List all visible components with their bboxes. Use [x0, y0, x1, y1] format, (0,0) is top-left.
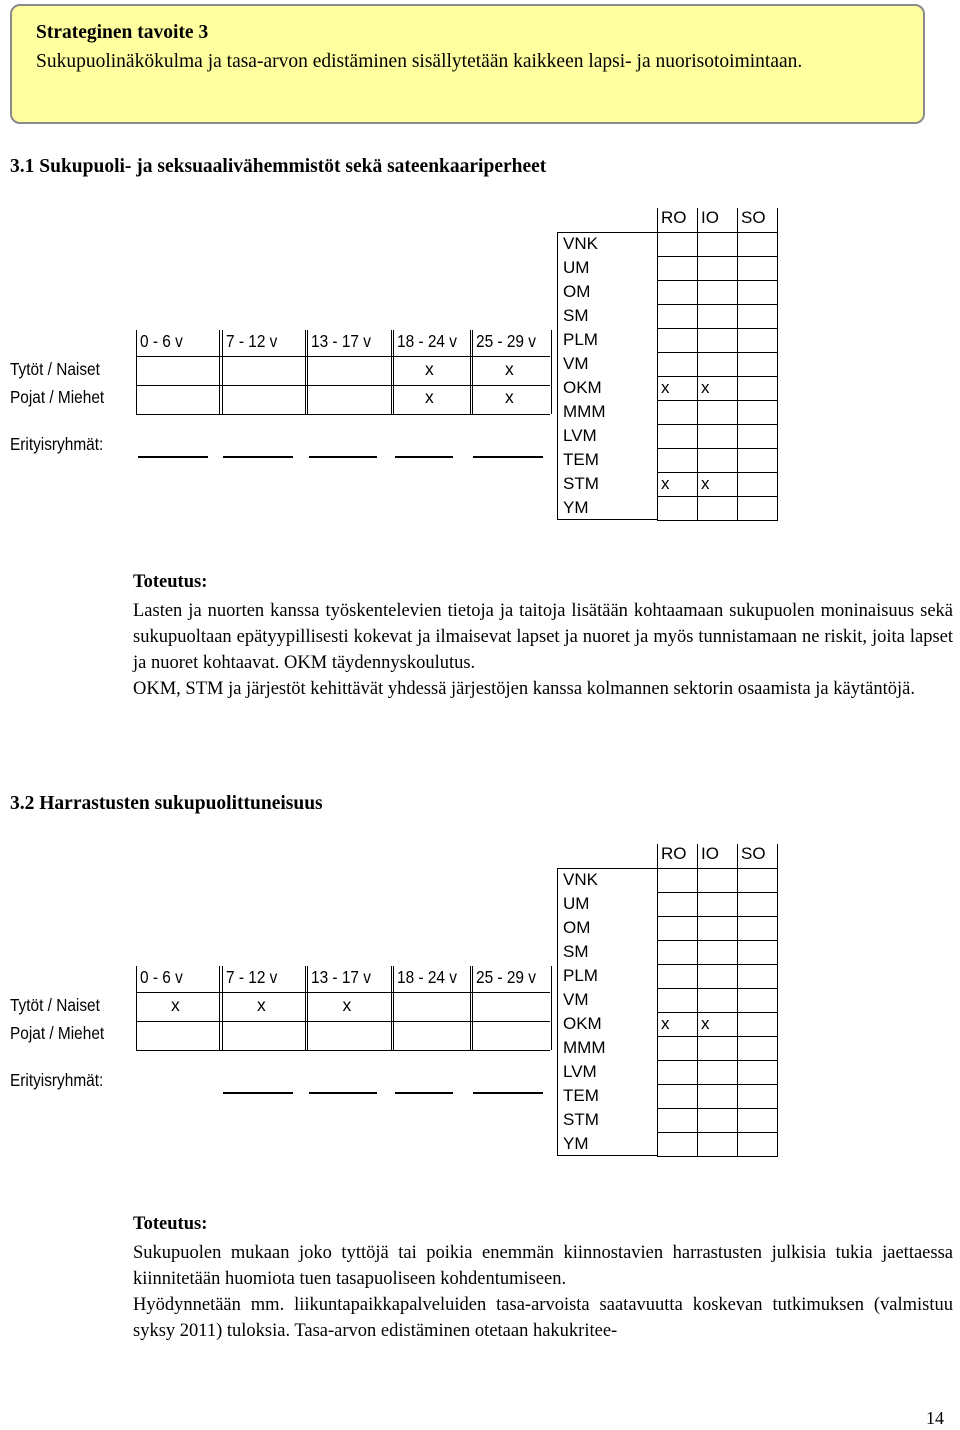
level-mark-x: x: [661, 378, 670, 397]
level-cell: [697, 448, 738, 473]
grid-line: [136, 1050, 550, 1051]
level-cell: [737, 964, 778, 989]
level-cell: [657, 424, 698, 449]
level-cell: [657, 400, 698, 425]
level-cell: [697, 940, 738, 965]
level-cell: [737, 280, 778, 305]
ministry-label: UM: [563, 894, 590, 913]
ministry-label: LVM: [563, 1062, 597, 1081]
level-cell: [697, 304, 738, 329]
ministry-label: SM: [563, 306, 589, 325]
level-cell: [737, 496, 778, 521]
age-group-label: 13 - 17 v: [311, 967, 371, 987]
level-cell: [737, 940, 778, 965]
level-cell: [657, 232, 698, 257]
goal-text: Sukupuolinäkökulma ja tasa-arvon edistäminen sisällytetään kaikkeen lapsi- ja nuorisotoimintaan.: [36, 51, 803, 72]
level-header-cell: [737, 208, 778, 233]
level-cell: [697, 964, 738, 989]
level-cell: [657, 352, 698, 377]
level-cell: [697, 988, 738, 1013]
level-cell: [657, 304, 698, 329]
level-cell: [737, 1132, 778, 1157]
level-cell: [697, 400, 738, 425]
ministry-label: OM: [563, 282, 591, 301]
row-label: Tytöt / Naiset: [10, 359, 100, 379]
level-cell: [737, 400, 778, 425]
goal-title: Strateginen tavoite 3: [36, 22, 209, 43]
ministry-label: MMM: [563, 402, 606, 421]
special-group-blank: [223, 1092, 293, 1094]
level-cell: [657, 1060, 698, 1085]
age-group-label: 18 - 24 v: [397, 331, 457, 351]
level-cell: [737, 448, 778, 473]
mark-x: x: [425, 359, 434, 379]
level-cell: [697, 1132, 738, 1157]
special-group-blank: [309, 456, 377, 458]
grid-line: [136, 385, 550, 386]
grid-line: [136, 356, 550, 357]
special-group-blank: [473, 1092, 543, 1094]
level-cell: [697, 1060, 738, 1085]
implementation-label-3-2: Toteutus:: [133, 1214, 208, 1234]
ministry-label: LVM: [563, 426, 597, 445]
level-cell: [697, 280, 738, 305]
implementation-text-3-2: [133, 1240, 953, 1344]
level-cell: [737, 1036, 778, 1061]
age-group-label: 7 - 12 v: [226, 331, 278, 351]
level-cell: [657, 868, 698, 893]
age-group-label: 0 - 6 v: [140, 331, 183, 351]
ministry-label: STM: [563, 1110, 599, 1129]
age-group-label: 25 - 29 v: [476, 967, 536, 987]
level-cell: [737, 256, 778, 281]
implementation-paragraph: Lasten ja nuorten kanssa työskentelevien tietoja ja taitoja lisätään kohtaamaan sukupuolen moninaisuus sekä sukupuoltaan epätyypillisesti kokevat ja ilmaisevat lapset ja nuoret ja myös tunnistamaan ne riskit, joita lapset ja nuoret kohtaavat. OKM täydennyskoulutus.: [133, 601, 953, 673]
ministry-label: SM: [563, 942, 589, 961]
level-cell: [657, 1108, 698, 1133]
special-groups-label: Erityisryhmät:: [10, 1070, 104, 1090]
implementation-text-3-1: [133, 598, 953, 702]
level-header: SO: [741, 208, 766, 227]
ministry-label: PLM: [563, 966, 598, 985]
level-cell: [657, 1132, 698, 1157]
level-header: IO: [701, 844, 719, 863]
ministry-label: YM: [563, 498, 589, 517]
ministry-label: UM: [563, 258, 590, 277]
implementation-paragraph: Hyödynnetään mm. liikuntapaikkapalveluiden tasa-arvoista saatavuutta koskevan tutkimuksen (valmistuu syksy 2011) tuloksia. Tasa-arvon edistäminen otetaan hakukritee-: [133, 1295, 953, 1341]
level-cell: [737, 988, 778, 1013]
row-label: Tytöt / Naiset: [10, 995, 100, 1015]
level-cell: [657, 328, 698, 353]
level-header: IO: [701, 208, 719, 227]
grid-line: [136, 992, 550, 993]
level-cell: [737, 1060, 778, 1085]
mark-x: x: [171, 995, 180, 1015]
level-header-cell: [737, 844, 778, 869]
special-group-blank: [138, 456, 208, 458]
ministry-label: OKM: [563, 1014, 602, 1033]
level-cell: [697, 1108, 738, 1133]
level-cell: [737, 352, 778, 377]
level-cell: [657, 448, 698, 473]
mark-x: x: [425, 387, 434, 407]
ministry-label: VM: [563, 354, 589, 373]
level-cell: [737, 868, 778, 893]
row-label: Pojat / Miehet: [10, 387, 105, 407]
mark-x: x: [505, 387, 514, 407]
special-group-blank: [473, 456, 543, 458]
implementation-paragraph: OKM, STM ja järjestöt kehittävät yhdessä järjestöjen kanssa kolmannen sektorin osaamista ja käytäntöjä.: [133, 679, 915, 699]
level-cell: [697, 1036, 738, 1061]
level-cell: [737, 376, 778, 401]
ministry-label: STM: [563, 474, 599, 493]
implementation-paragraph: Sukupuolen mukaan joko tyttöjä tai poikia enemmän kiinnostavien harrastusten julkisia tukia jaettaessa kiinnitetään huomiota tuen tasapuoliseen kohdentumiseen.: [133, 1243, 953, 1289]
special-groups-label: Erityisryhmät:: [10, 434, 104, 454]
ministry-label: MMM: [563, 1038, 606, 1057]
ministry-label: OKM: [563, 378, 602, 397]
age-group-label: 25 - 29 v: [476, 331, 536, 351]
level-header: RO: [661, 208, 687, 227]
level-header-cell: [697, 844, 738, 869]
level-cell: [657, 916, 698, 941]
level-cell: [657, 280, 698, 305]
level-cell: [737, 1108, 778, 1133]
level-cell: [697, 232, 738, 257]
level-cell: [737, 424, 778, 449]
mark-x: x: [505, 359, 514, 379]
level-cell: [657, 496, 698, 521]
row-label: Pojat / Miehet: [10, 1023, 105, 1043]
ministry-label: TEM: [563, 450, 599, 469]
level-header-cell: [657, 844, 698, 869]
level-cell: [697, 424, 738, 449]
level-mark-x: x: [661, 1014, 670, 1033]
age-group-label: 13 - 17 v: [311, 331, 371, 351]
level-mark-x: x: [701, 378, 710, 397]
level-cell: [697, 256, 738, 281]
ministry-label: VNK: [563, 234, 598, 253]
level-mark-x: x: [701, 1014, 710, 1033]
level-cell: [737, 304, 778, 329]
age-group-label: 7 - 12 v: [226, 967, 278, 987]
level-header: SO: [741, 844, 766, 863]
implementation-label-3-1: Toteutus:: [133, 572, 208, 592]
ministry-label: VNK: [563, 870, 598, 889]
level-cell: [697, 916, 738, 941]
ministry-label: PLM: [563, 330, 598, 349]
mark-x: x: [342, 995, 352, 1015]
level-header: RO: [661, 844, 687, 863]
level-cell: [697, 328, 738, 353]
level-cell: [737, 328, 778, 353]
level-cell: [697, 892, 738, 917]
level-cell: [737, 472, 778, 497]
level-header-cell: [657, 208, 698, 233]
level-cell: [737, 1084, 778, 1109]
special-group-blank: [223, 456, 293, 458]
section-heading-3-1: 3.1 Sukupuoli- ja seksuaalivähemmistöt sekä sateenkaariperheet: [10, 156, 547, 177]
mark-x: x: [257, 995, 266, 1015]
level-mark-x: x: [701, 474, 710, 493]
level-cell: [657, 988, 698, 1013]
level-header-cell: [697, 208, 738, 233]
strategic-goal-box: [10, 4, 925, 124]
level-cell: [697, 352, 738, 377]
ministry-label: VM: [563, 990, 589, 1009]
level-cell: [737, 232, 778, 257]
level-cell: [697, 1084, 738, 1109]
ministry-label: TEM: [563, 1086, 599, 1105]
level-cell: [657, 1084, 698, 1109]
special-group-blank: [395, 1092, 453, 1094]
age-group-label: 18 - 24 v: [397, 967, 457, 987]
level-cell: [737, 1012, 778, 1037]
ministry-label: YM: [563, 1134, 589, 1153]
level-cell: [697, 496, 738, 521]
level-cell: [697, 868, 738, 893]
special-group-blank: [395, 456, 453, 458]
section-heading-3-2: 3.2 Harrastusten sukupuolittuneisuus: [10, 793, 323, 814]
level-cell: [737, 892, 778, 917]
level-cell: [657, 892, 698, 917]
age-group-label: 0 - 6 v: [140, 967, 183, 987]
level-cell: [657, 940, 698, 965]
ministry-label: OM: [563, 918, 591, 937]
page-number: 14: [926, 1408, 944, 1428]
level-cell: [737, 916, 778, 941]
grid-line: [136, 414, 550, 415]
level-cell: [657, 1036, 698, 1061]
level-cell: [657, 256, 698, 281]
level-cell: [657, 964, 698, 989]
special-group-blank: [309, 1092, 377, 1094]
grid-line: [136, 1021, 550, 1022]
level-mark-x: x: [661, 474, 670, 493]
